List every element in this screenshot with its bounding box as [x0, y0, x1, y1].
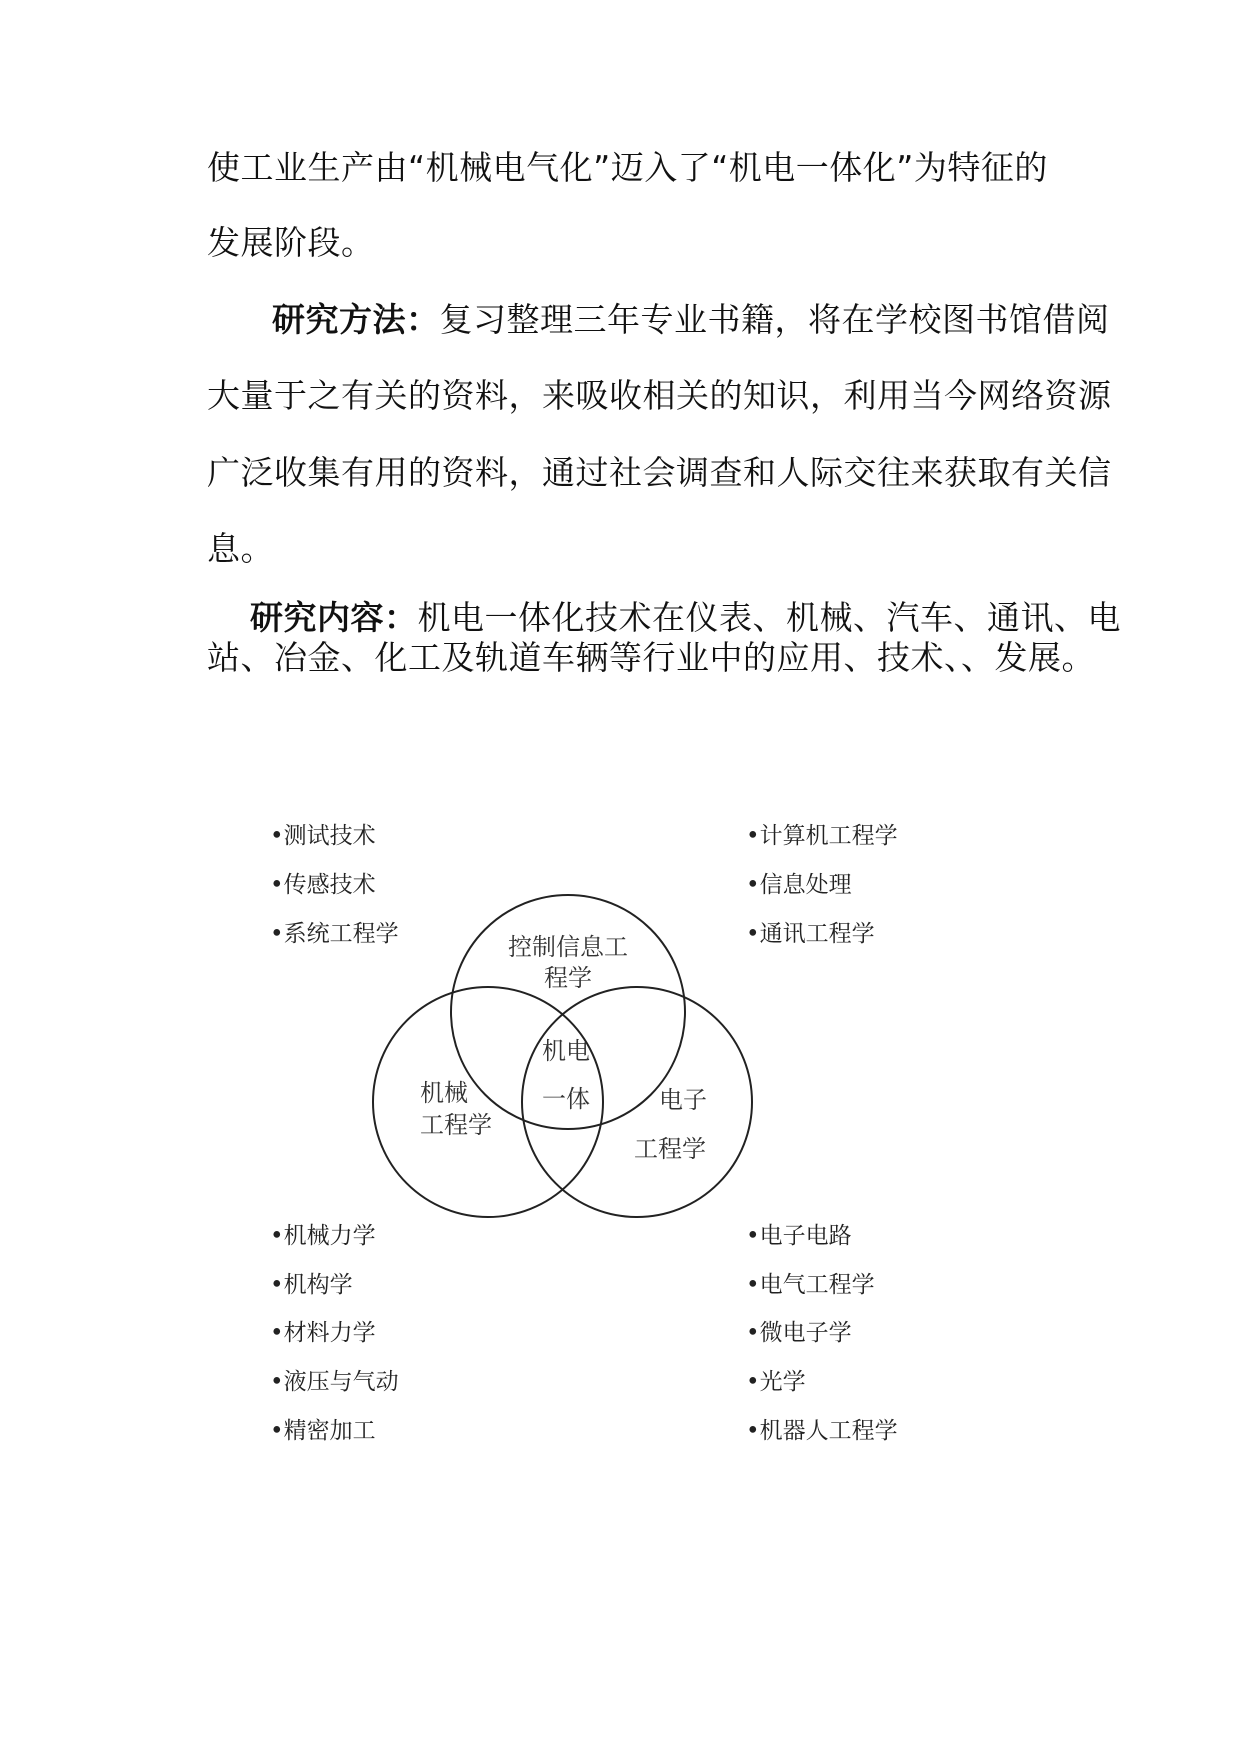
list-item: •通讯工程学	[746, 921, 875, 947]
paragraph-line: 站、冶金、化工及轨道车辆等行业中的应用、技术、、发展。	[207, 638, 1095, 677]
bottom-left-list	[270, 1223, 399, 1444]
paragraph-line: 息。	[207, 529, 274, 568]
list-item: •机器人工程学	[746, 1418, 898, 1444]
list-item: •机构学	[270, 1272, 353, 1298]
list-item: •信息处理	[746, 872, 852, 898]
list-item: •电子电路	[746, 1223, 852, 1249]
top-left-list	[270, 823, 399, 947]
list-item: •光学	[746, 1369, 806, 1395]
bottom-right-list	[746, 1223, 898, 1444]
list-item: •微电子学	[746, 1320, 852, 1346]
circle-left-label: 机械	[420, 1079, 468, 1107]
paragraph-line: 广泛收集有用的资料，通过社会调查和人际交往来获取有关信	[207, 453, 1112, 492]
list-item: •精密加工	[270, 1418, 376, 1444]
list-item: •传感技术	[270, 872, 376, 898]
circle-right-label: 电子	[659, 1086, 707, 1114]
circle-top-label: 控制信息工	[508, 933, 628, 961]
paragraph-line: 发展阶段。	[207, 223, 375, 262]
content-label: 研究内容：	[250, 598, 418, 637]
method-text: 复习整理三年专业书籍，将在学校图书馆借阅	[439, 300, 1110, 339]
circle-right-label: 工程学	[634, 1135, 706, 1163]
list-item: •电气工程学	[746, 1272, 875, 1298]
list-item: •系统工程学	[270, 921, 399, 947]
list-item: •材料力学	[270, 1320, 376, 1346]
center-label: 机电	[542, 1037, 590, 1065]
list-item: •机械力学	[270, 1223, 376, 1249]
list-item: •测试技术	[270, 823, 376, 849]
method-label: 研究方法：	[272, 300, 440, 339]
top-right-list	[746, 823, 898, 947]
center-label: 一体	[542, 1085, 590, 1113]
paragraph-line: 大量于之有关的资料，来吸收相关的知识，利用当今网络资源	[207, 376, 1112, 415]
content-text: 机电一体化技术在仪表、机械、汽车、通讯、电	[417, 598, 1121, 637]
paragraph-line: 使工业生产由“机械电气化”迈入了“机电一体化”为特征的	[207, 148, 1048, 187]
circle-left-label: 工程学	[420, 1111, 492, 1139]
list-item: •计算机工程学	[746, 823, 898, 849]
list-item: •液压与气动	[270, 1369, 399, 1395]
circle-top-label: 程学	[544, 964, 592, 992]
